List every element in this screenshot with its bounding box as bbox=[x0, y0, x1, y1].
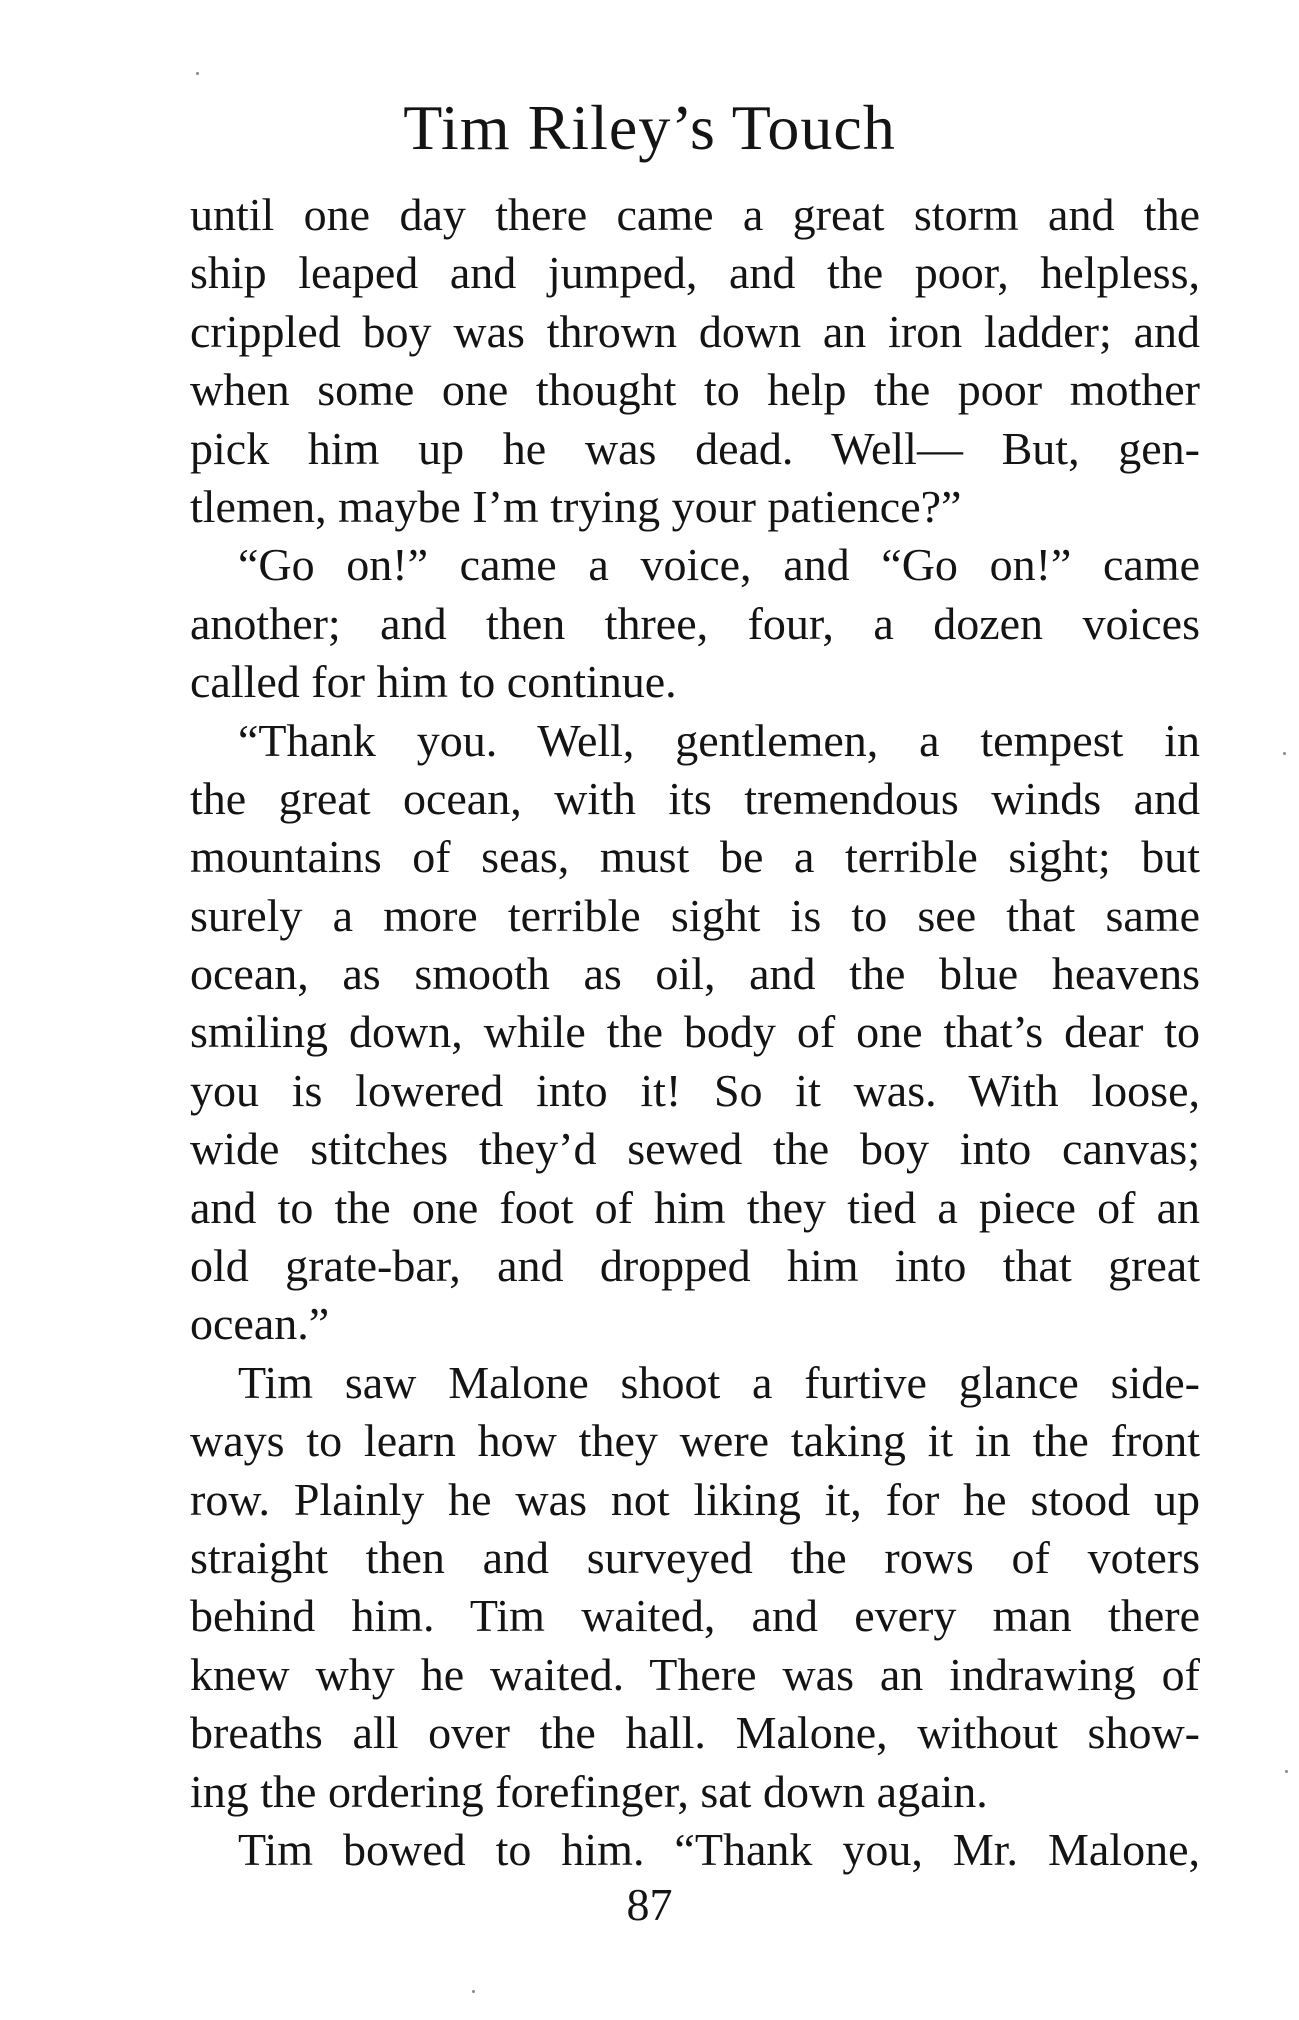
text-line: straight then and surveyed the rows of voters bbox=[190, 1531, 1200, 1583]
text-line: called for him to continue. bbox=[190, 656, 677, 708]
text-line: ocean.” bbox=[190, 1298, 330, 1350]
text-line: breaths all over the hall. Malone, without show- bbox=[190, 1707, 1200, 1759]
text-line: and to the one foot of him they tied a piece of an bbox=[190, 1181, 1200, 1233]
paper-speck bbox=[196, 72, 199, 75]
text-line: when some one thought to help the poor mother bbox=[190, 364, 1200, 416]
page-number: 87 bbox=[626, 1879, 673, 1930]
text-line: another; and then three, four, a dozen voices bbox=[190, 597, 1200, 649]
text-line: row. Plainly he was not liking it, for he stood up bbox=[190, 1473, 1200, 1525]
text-line: old grate-bar, and dropped him into that great bbox=[190, 1240, 1200, 1292]
text-line: surely a more terrible sight is to see that same bbox=[190, 889, 1200, 941]
text-line: you is lowered into it! So it was. With loose, bbox=[190, 1064, 1200, 1116]
text-line: ocean, as smooth as oil, and the blue heavens bbox=[190, 948, 1200, 1000]
text-line: “Go on!” came a voice, and “Go on!” came bbox=[238, 539, 1200, 591]
text-line: smiling down, while the body of one that’s dear to bbox=[190, 1006, 1200, 1058]
text-line: ship leaped and jumped, and the poor, helpless, bbox=[190, 247, 1200, 299]
text-line: tlemen, maybe I’m trying your patience?” bbox=[190, 480, 962, 532]
text-line: “Thank you. Well, gentlemen, a tempest in bbox=[238, 714, 1200, 766]
text-line: the great ocean, with its tremendous winds and bbox=[190, 772, 1200, 824]
text-line: Tim bowed to him. “Thank you, Mr. Malone, bbox=[238, 1823, 1200, 1875]
text-line: mountains of seas, must be a terrible sight; but bbox=[190, 831, 1200, 883]
text-line: wide stitches they’d sewed the boy into canvas; bbox=[190, 1123, 1200, 1175]
text-line: ing the ordering forefinger, sat down again. bbox=[190, 1765, 988, 1817]
text-line: ways to learn how they were taking it in the front bbox=[190, 1415, 1200, 1467]
text-line: behind him. Tim waited, and every man there bbox=[190, 1590, 1200, 1642]
paper-speck bbox=[1283, 752, 1286, 755]
text-line: until one day there came a great storm and the bbox=[190, 189, 1200, 240]
text-line: pick him up he was dead. Well— But, gen- bbox=[190, 422, 1200, 474]
paper-speck bbox=[472, 1990, 475, 1993]
running-head: Tim Riley’s Touch bbox=[403, 92, 896, 163]
body-text bbox=[190, 186, 1200, 1879]
text-line: knew why he waited. There was an indrawing of bbox=[190, 1648, 1200, 1700]
text-line: Tim saw Malone shoot a furtive glance side- bbox=[238, 1356, 1200, 1408]
paper-speck bbox=[1285, 1770, 1288, 1773]
text-line: crippled boy was thrown down an iron ladder; and bbox=[190, 305, 1200, 357]
